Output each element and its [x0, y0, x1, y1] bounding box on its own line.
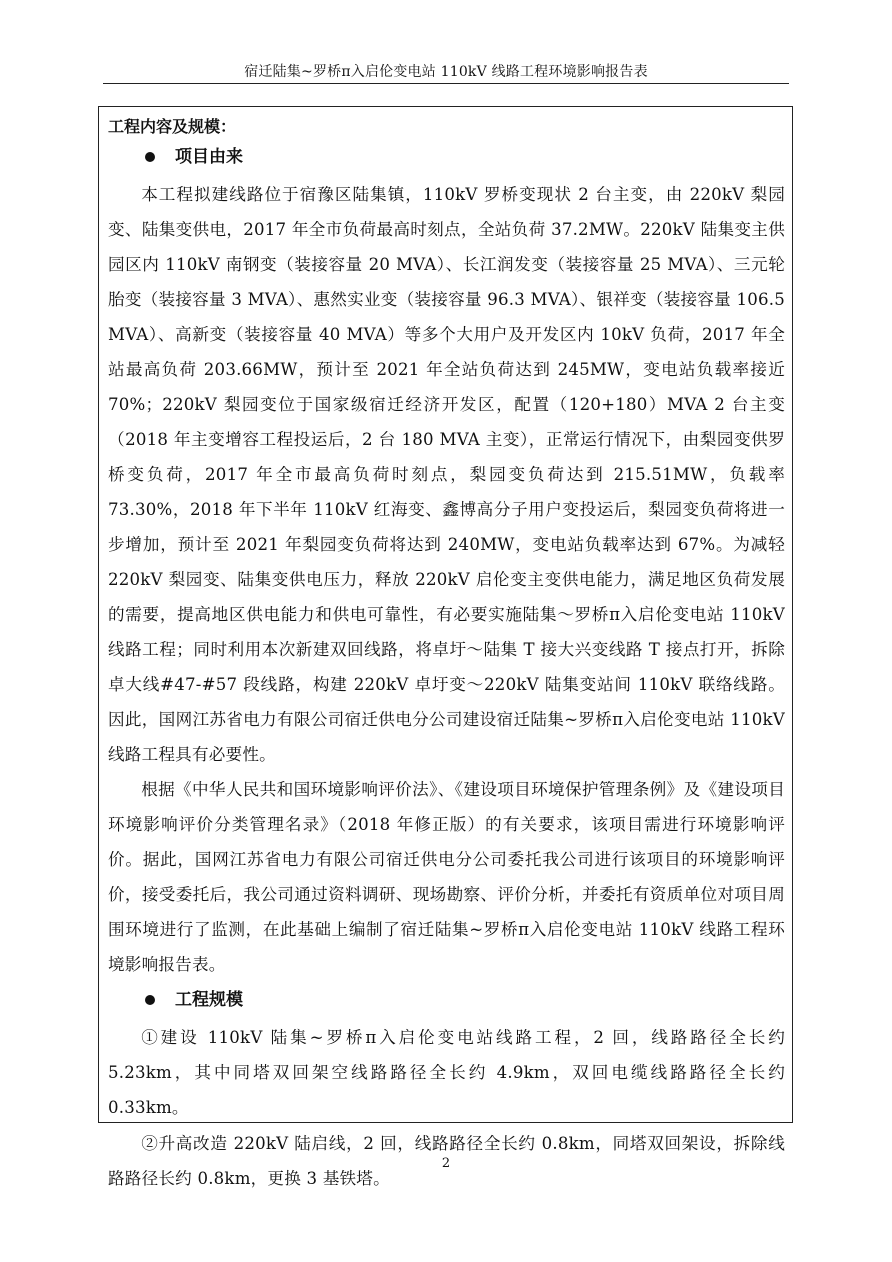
content-table-cell — [98, 106, 793, 1188]
header-divider — [103, 83, 789, 84]
origin-paragraph-2: 根据《中华人民共和国环境影响评价法》、《建设项目环境保护管理条例》及《建设项目环境影响评价分类管理名录》（2018 年修正版）的有关要求，该项目需进行环境影响评价。据此，国网江苏省电力有限公司宿迁供电分公司委托我公司进行该项目的环境影响评价，接受委托后，我公司通过资料调研、现场勘察、评价分析，并委托有资质单位对项目周围环境进行了监测，在此基础上编制了宿迁陆集~罗桥π入启伦变电站 110kV 线路工程环境影响报告表。 — [108, 780, 785, 974]
origin-heading-label: 项目由来 — [175, 147, 243, 167]
content-body — [108, 115, 785, 1196]
origin-heading — [108, 143, 785, 171]
scale-item-2: ②升高改造 220kV 陆启线，2 回，线路路径全长约 0.8km，同塔双回架设，拆除线路路径长约 0.8km，更换 3 基铁塔。 — [108, 1134, 785, 1188]
page-number: 2 — [441, 1156, 451, 1171]
bullet-icon — [145, 995, 155, 1005]
section-title: 工程内容及规模： — [108, 117, 237, 136]
origin-paragraph-1: 本工程拟建线路位于宿豫区陆集镇，110kV 罗桥变现状 2 台主变，由 220kV 梨园变、陆集变供电，2017 年全市负荷最高时刻点，全站负荷 37.2MW。220kV 陆集变主供园区内 110kV 南钢变（装接容量 20 MVA）、长江润发变（装接容量 25 MVA）、三元轮胎变（装接容量 3 MVA）、惠然实业变（装接容量 96.3 MVA）、银祥变（装接容量 106.5 MVA）、高新变（装接容量 40 MVA）等多个大用户及开发区内 10kV 负荷，2017 年全站最高负荷 203.66MW，预计至 2021 年全站负荷达到 245MW，变电站负载率接近 70%；220kV 梨园变位于国家级宿迁经济开发区，配置（120+180）MVA 2 台主变（2018 年主变增容工程投运后，2 台 180 MVA 主变），正常运行情况下，由梨园变供罗桥变负荷，2017 年全市最高负荷时刻点，梨园变负荷达到 215.51MW，负载率 73.30%，2018 年下半年 110kV 红海变、鑫博高分子用户变投运后，梨园变负荷将进一步增加，预计至 2021 年梨园变负荷将达到 240MW，变电站负载率达到 67%。为减轻 220kV 梨园变、陆集变供电压力，释放 220kV 启伦变主变供电能力，满足地区负荷发展的需要，提高地区供电能力和供电可靠性，有必要实施陆集～罗桥π入启伦变电站 110kV 线路工程；同时利用本次新建双回线路，将卓圩～陆集 T 接大兴变线路 T 接点打开，拆除卓大线#47-#57 段线路，构建 220kV 卓圩变～220kV 陆集变站间 110kV 联络线路。因此，国网江苏省电力有限公司宿迁供电分公司建设宿迁陆集~罗桥π入启伦变电站 110kV 线路工程具有必要性。 — [108, 185, 785, 764]
scale-item-1: ①建设 110kV 陆集~罗桥π入启伦变电站线路工程，2 回，线路路径全长约 5.23km，其中同塔双回架空线路路径全长约 4.9km，双回电缆线路路径全长约 0.33km。 — [108, 1028, 785, 1117]
page-header-title: 宿迁陆集~罗桥π入启伦变电站 110kV 线路工程环境影响报告表 — [244, 64, 648, 80]
bullet-icon — [145, 152, 155, 162]
scale-heading — [108, 986, 785, 1014]
scale-heading-label: 工程规模 — [175, 990, 243, 1010]
